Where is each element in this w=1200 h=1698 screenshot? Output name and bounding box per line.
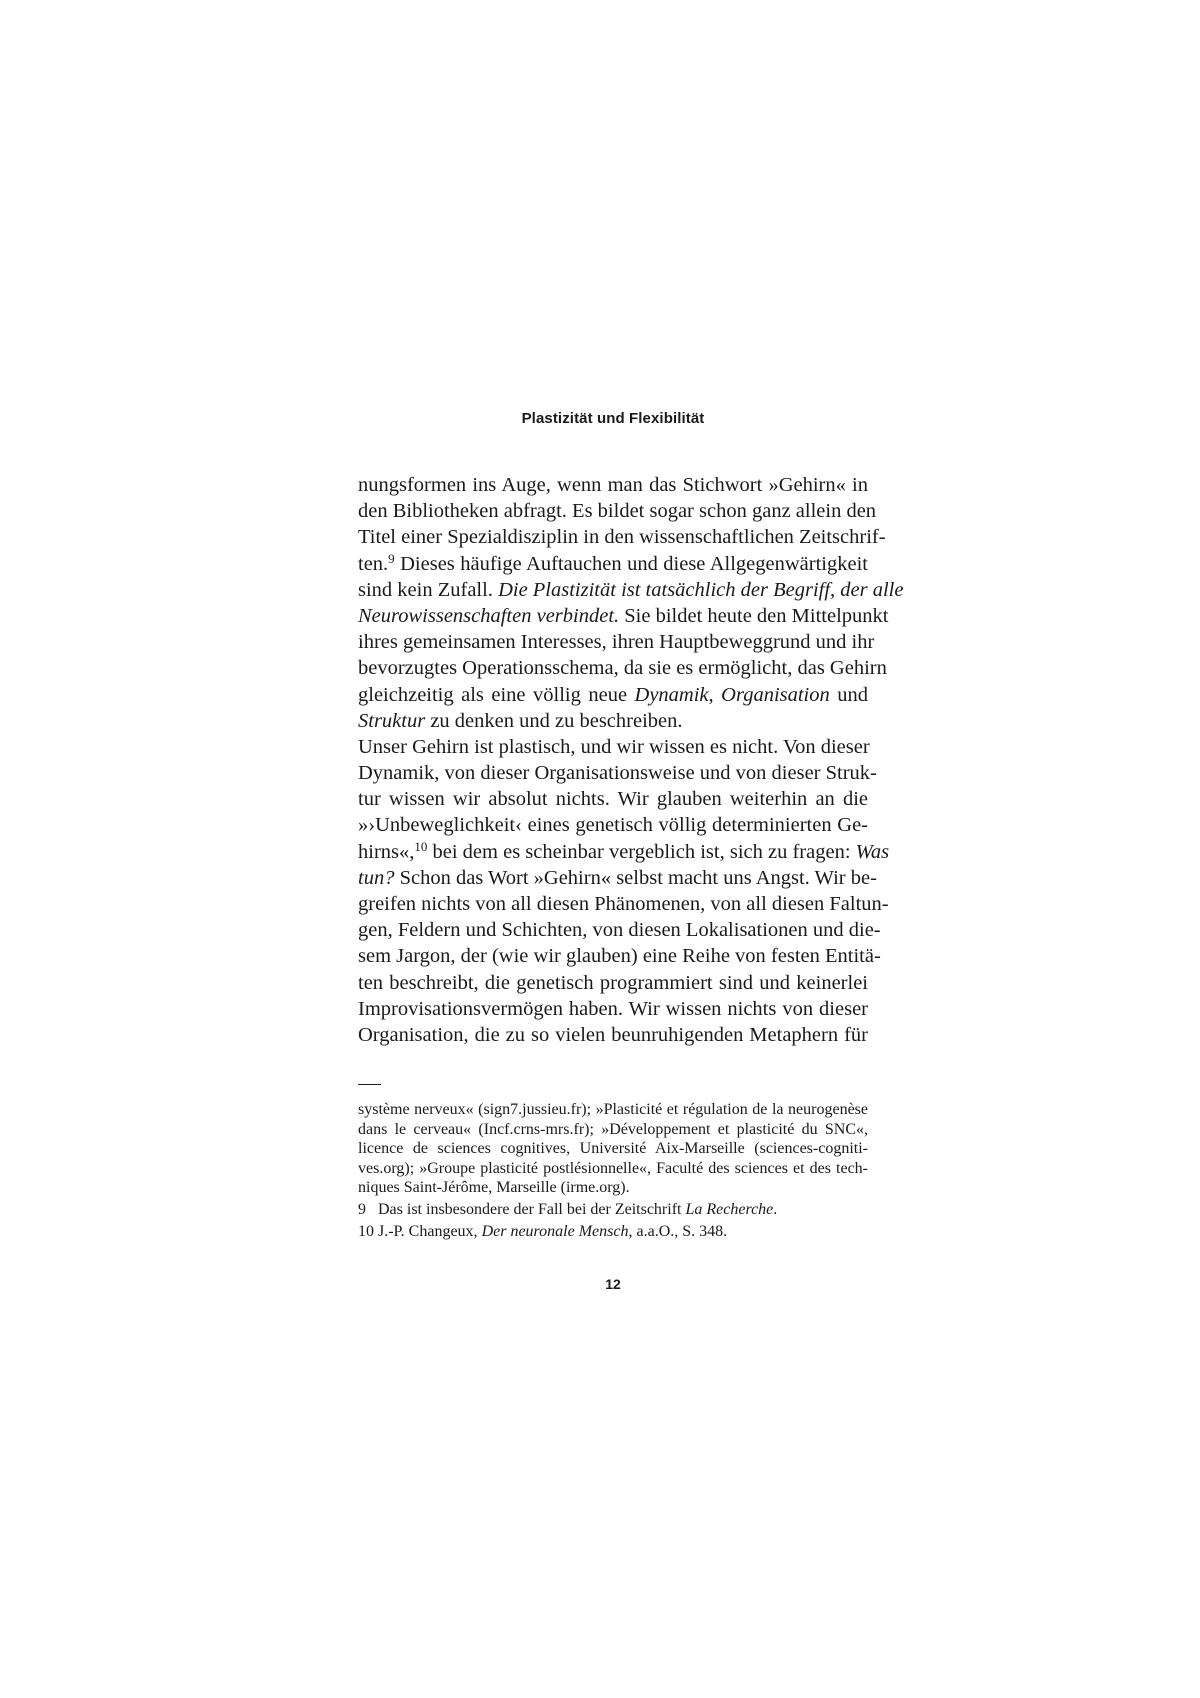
- footnote-9: 9 Das ist insbesondere der Fall bei der Zeitschrift La Recherche.: [358, 1200, 778, 1218]
- emphasis-text: Organisation: [721, 683, 830, 706]
- emphasis-text: Struktur: [358, 709, 426, 732]
- footnote-10: 10 J.-P. Changeux, Der neuronale Mensch, a.a.O., S. 348.: [358, 1222, 728, 1240]
- emphasis-text: Dynamik: [634, 683, 709, 706]
- text-line: Struktur zu denken und zu beschreiben.: [358, 709, 683, 732]
- footnote-line: ves.org); »Groupe plasticité postlésionnelle«, Faculté des sciences et des tech-: [358, 1159, 868, 1177]
- emphasis-text: Was: [855, 840, 890, 863]
- emphasis-text: La Recherche: [685, 1200, 774, 1218]
- main-text: [358, 472, 904, 1048]
- emphasis-text: Der neuronale Mensch: [481, 1222, 629, 1240]
- footnote-divider: [358, 1084, 381, 1085]
- footnote-line: licence de sciences cognitives, Université Aix-Marseille (sciences-cogniti-: [358, 1140, 868, 1158]
- text-line: greifen nichts von all diesen Phänomenen, von all diesen Faltun-: [358, 893, 889, 915]
- text-line: gleichzeitig als eine völlig neue Dynamik, Organisation und: [358, 683, 869, 706]
- text-line: Titel einer Spezialdisziplin in den wissenschaftlichen Zeitschrif-: [358, 526, 886, 549]
- footnote-line: dans le cerveau« (Incf.crns-mrs.fr); »Développement et plasticité du SNC«,: [358, 1120, 868, 1138]
- text-line: Neurowissenschaften verbindet. Sie bildet heute den Mittelpunkt: [358, 604, 889, 627]
- footnote-number: 10: [358, 1222, 374, 1240]
- emphasis-text: tun?: [358, 866, 395, 889]
- emphasis-text: Die Plastizität ist tatsächlich der Begriff, der alle: [498, 578, 904, 601]
- text-line: tur wissen wir absolut nichts. Wir glauben weiterhin an die: [358, 788, 868, 811]
- text-line: ten beschreibt, die genetisch programmiert sind und keinerlei: [358, 971, 868, 994]
- text-line: den Bibliotheken abfragt. Es bildet sogar schon ganz allein den: [358, 500, 877, 523]
- text-line: bevorzugtes Operationsschema, da sie es ermöglicht, das Gehirn: [358, 657, 887, 680]
- footnote-line: système nerveux« (sign7.jussieu.fr); »Plasticité et régulation de la neurogenèse: [358, 1101, 868, 1118]
- text-line: nungsformen ins Auge, wenn man das Stichwort »Gehirn« in: [358, 474, 868, 496]
- text-line: gen, Feldern und Schichten, von diesen Lokalisationen und die-: [358, 919, 881, 942]
- page-number: 12: [605, 1276, 621, 1292]
- emphasis-text: Neurowissenschaften verbindet.: [358, 604, 620, 627]
- text-line: hirns«,$^{10}$ bei dem es scheinbar vergeblich ist, sich zu fragen: Was: [358, 838, 890, 863]
- footnotes: [358, 1100, 868, 1241]
- footnote-number: 9: [358, 1200, 366, 1218]
- text-line: sem Jargon, der (wie wir glauben) eine Reihe von festen Entitä-: [358, 945, 881, 968]
- footnote-line: niques Saint-Jérôme, Marseille (irme.org).: [358, 1179, 630, 1197]
- footnote-ref-10[interactable]: 10: [414, 838, 428, 854]
- running-head: Plastizität und Flexibilität: [521, 410, 705, 427]
- text-line: »›Unbeweglichkeit‹ eines genetisch völlig determinierten Ge-: [358, 814, 868, 837]
- text-line: Unser Gehirn ist plastisch, und wir wissen es nicht. Von dieser: [358, 735, 870, 758]
- text-line: ihres gemeinsamen Interesses, ihren Hauptbeweggrund und ihr: [358, 631, 875, 654]
- text-line: Improvisationsvermögen haben. Wir wissen nichts von dieser: [358, 997, 868, 1020]
- text-line: tun? Schon das Wort »Gehirn« selbst macht uns Angst. Wir be-: [358, 866, 877, 889]
- text-line: Organisation, die zu so vielen beunruhigenden Metaphern für: [358, 1023, 868, 1046]
- footnote-ref-9[interactable]: 9: [388, 550, 395, 566]
- text-line: sind kein Zufall. Die Plastizität ist tatsächlich der Begriff, der alle: [358, 578, 904, 601]
- text-line: ten.$^9$ Dieses häufige Auftauchen und diese Allgegenwärtigkeit: [358, 550, 868, 575]
- text-line: Dynamik, von dieser Organisationsweise und von dieser Struk-: [358, 762, 877, 785]
